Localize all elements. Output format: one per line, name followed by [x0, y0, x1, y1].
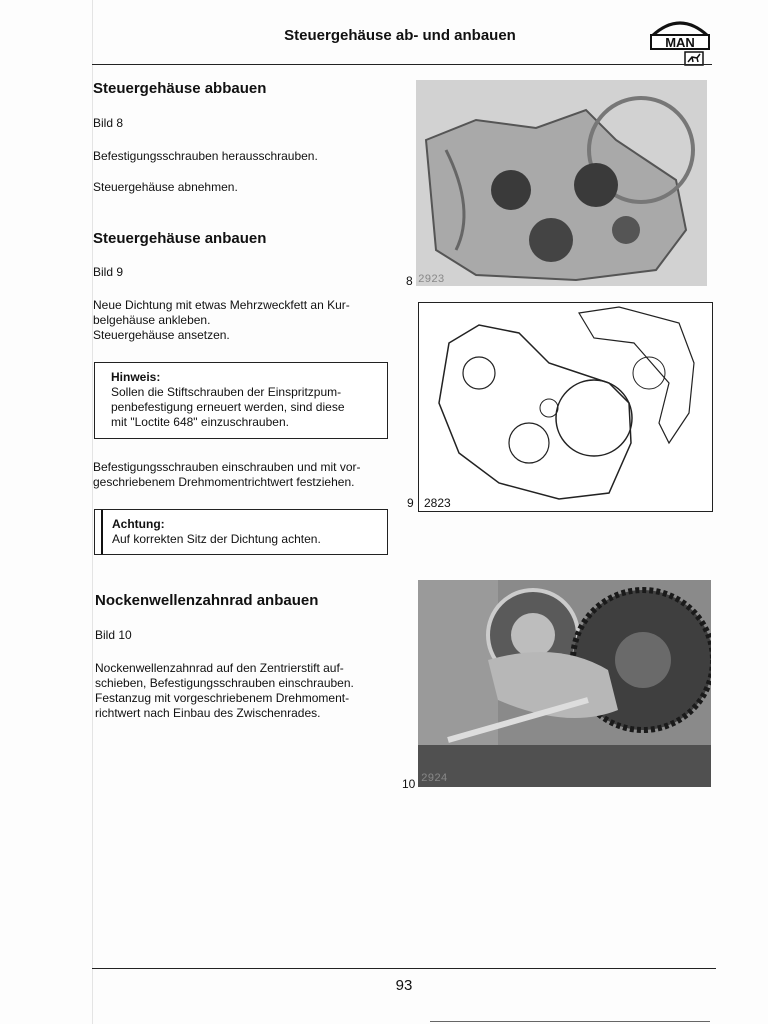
page-header-title: Steuergehäuse ab- und anbauen [284, 27, 516, 44]
install-step-1-line-2: belgehäuse ankleben. [93, 313, 211, 327]
hint-line-1: Sollen die Stiftschrauben der Einspritzpum- [111, 385, 342, 399]
figure-9-drawing [418, 302, 713, 512]
header-rule [92, 64, 712, 65]
caution-bar [101, 510, 103, 554]
install-step-1-line-3: Steuergehäuse ansetzen. [93, 328, 230, 342]
hint-line-2: penbefestigung erneuert werden, sind diese [111, 400, 345, 414]
camgear-line-3: Festanzug mit vorgeschriebenem Drehmoment- [95, 691, 350, 705]
figure-9-number: 9 [407, 496, 414, 510]
caution-text: Auf korrekten Sitz der Dichtung achten. [112, 532, 321, 546]
figure-10-number: 10 [402, 777, 416, 791]
remove-step-2: Steuergehäuse abnehmen. [93, 180, 238, 194]
figure-8-number: 8 [406, 274, 413, 288]
hint-title: Hinweis: [111, 370, 161, 384]
figure-ref-9: Bild 9 [93, 265, 124, 279]
caution-title: Achtung: [112, 517, 165, 531]
figure-10-code: 2924 [421, 773, 448, 785]
footer-rule [92, 968, 716, 969]
bottom-edge-rule [430, 1021, 710, 1022]
svg-text:MAN: MAN [665, 35, 695, 50]
heading-remove: Steuergehäuse abbauen [93, 80, 267, 97]
figure-8-code: 2923 [418, 274, 445, 286]
remove-step-1: Befestigungsschrauben herausschrauben. [93, 149, 318, 163]
figure-9-number-divider [418, 494, 419, 510]
hint-box [94, 362, 388, 439]
figure-8-photo [416, 80, 707, 286]
figure-10-photo [418, 580, 711, 787]
install-step-2-line-1: Befestigungsschrauben einschrauben und mit vor- [93, 460, 361, 474]
page-number: 93 [395, 977, 413, 994]
heading-install: Steuergehäuse anbauen [93, 230, 267, 247]
figure-9-code: 2823 [424, 496, 451, 510]
camgear-line-4: richtwert nach Einbau des Zwischenrades. [95, 706, 321, 720]
install-step-2-line-2: geschriebenem Drehmomentrichtwert festziehen. [93, 475, 355, 489]
figure-ref-8: Bild 8 [93, 116, 124, 130]
install-step-1-line-1: Neue Dichtung mit etwas Mehrzweckfett an Kur- [93, 298, 350, 312]
figure-ref-10: Bild 10 [95, 628, 132, 642]
camgear-line-2: schieben, Befestigungsschrauben einschrauben. [95, 676, 354, 690]
camgear-line-1: Nockenwellenzahnrad auf den Zentrierstift auf- [95, 661, 344, 675]
caution-box [94, 509, 388, 555]
heading-camgear: Nockenwellenzahnrad anbauen [95, 592, 319, 609]
hint-line-3: mit "Loctite 648" einzuschrauben. [111, 415, 289, 429]
man-logo [648, 14, 712, 66]
